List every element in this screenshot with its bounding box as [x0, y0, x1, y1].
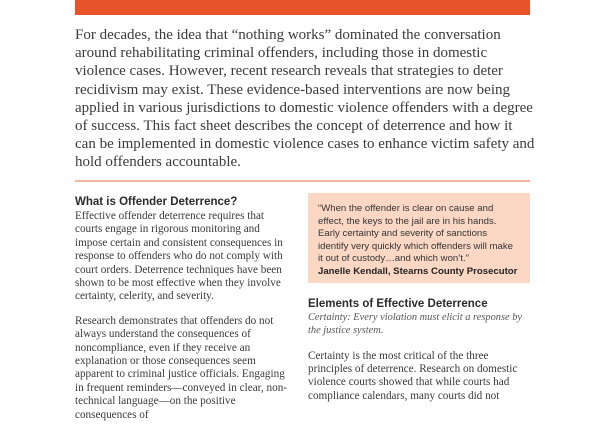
- intro-paragraph: For decades, the idea that “nothing works” dominated the conversation around rehabilitating criminal offenders, including those in domestic violence cases. However, recent research reveals that strategies to deter recidivism may exist. These evidence-based interventions are now being applied in various jurisdictions to domestic violence offenders with a degree of success. This fact sheet describes the concept of deterrence and how it can be implemented in domestic violence cases to enhance victim safety and hold offenders accountable.: [75, 27, 535, 171]
- section-divider: [75, 180, 530, 182]
- pull-quote-text: “When the offender is clear on cause and effect, the keys to the jail are in his hands. Early certainty and severity of sanctions identify very quickly which offenders will make it out of custody…and which won’t.”: [318, 203, 513, 265]
- pull-quote-box: [308, 193, 530, 283]
- certainty-paragraph: Certainty is the most critical of the three principles of deterrence. Research on domestic violence courts showed that while courts had compliance calendars, many courts did not: [308, 349, 518, 402]
- deterrence-paragraph-2: Research demonstrates that offenders do not always understand the consequences of noncompliance, even if they receive an explanation or those consequences seem apparent to criminal justice officials. Engaging in frequent reminders—conveyed in clear, non- technical language—on the positive consequences of: [75, 314, 288, 421]
- effective-deterrence-heading: Elements of Effective Deterrence: [308, 298, 488, 310]
- left-column: [75, 196, 290, 433]
- top-accent-bar: [75, 0, 530, 15]
- right-column: [308, 298, 533, 414]
- deterrence-paragraph-1: Effective offender deterrence requires that courts engage in rigorous monitoring and impose certain and consistent consequences in response to offenders who do not comply with court orders. Deterrence techniques have been shown to be most effective when they involve certainty, celerity, and severity.: [75, 210, 283, 303]
- offender-deterrence-heading: What is Offender Deterrence?: [75, 196, 238, 208]
- certainty-subtitle: Certainty: Every violation must elicit a response by the justice system.: [308, 312, 523, 336]
- pull-quote-attribution: Janelle Kendall, Stearns County Prosecutor: [318, 265, 518, 277]
